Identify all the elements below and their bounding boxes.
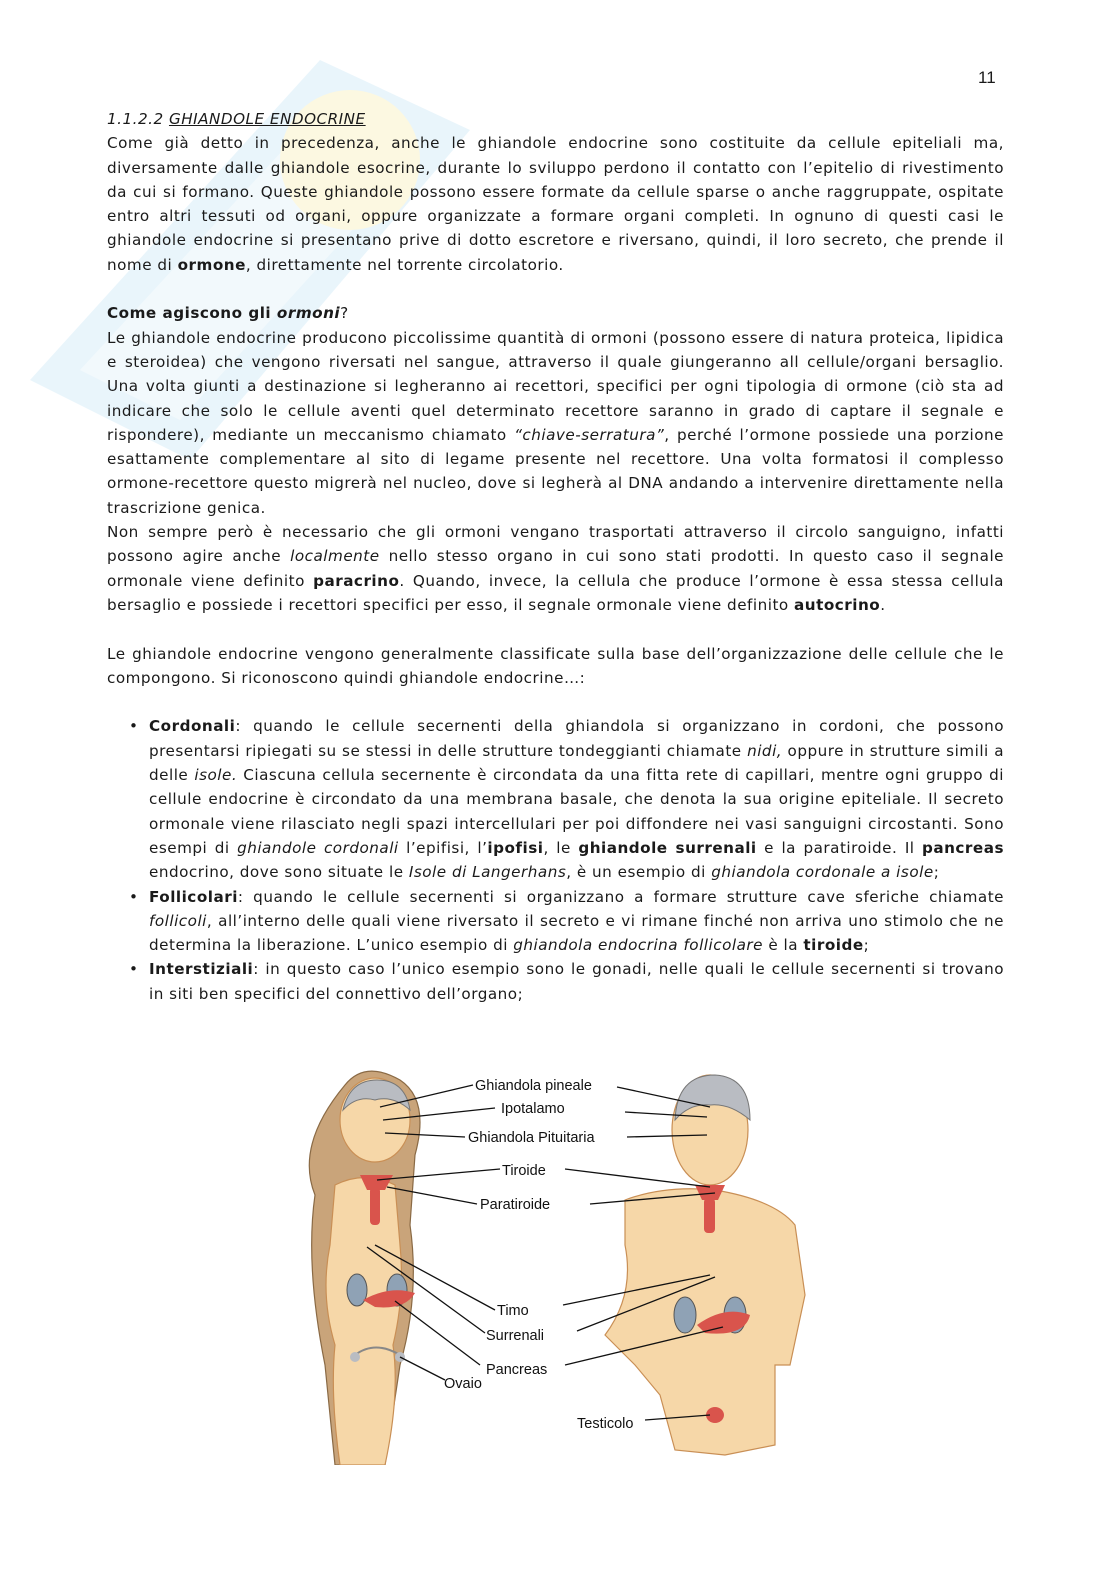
female-figure xyxy=(309,1071,420,1465)
document-body xyxy=(107,107,1004,1006)
section-heading xyxy=(107,107,1004,131)
term-ormone: ormone xyxy=(177,255,246,274)
list-item-cordonali: • Cordonali: quando le cellule secernenti della ghiandola si organizzano in cordoni, che possono presentarsi ripiegati su se stessi in delle strutture tondeggianti chiamate nidi, oppure in strutture simili a delle isole. Ciascuna cellula secernente è circondata da una fitta rete di capillari, mentre ogni gruppo di cellule endocrine è circondato da una membrana basale, che denota la sua origine epiteliale. Il secreto ormonale viene rilasciato negli spazi intercellulari per poi diffondere nei vasi sanguigni circostanti. Sono esempi di ghiandole cordonali l’epifisi, l’ipofisi, le ghiandole surrenali e la paratiroide. Il pancreas endocrino, dove sono situate le Isole di Langerhans, è un esempio di ghiandola cordonale a isole; xyxy=(149,714,1004,884)
mechanism-paragraph: Le ghiandole endocrine producono piccolissime quantità di ormoni (possono essere di natura proteica, lipidica e steroidea) che vengono riversati nel sangue, attraverso il quale giungeranno all cellule/organi bersaglio. Una volta giunti a destinazione si legheranno ai recettori, specifici per ogni tipologia di ormone (ciò sta ad indicare che solo le cellule aventi quel determinato recettore saranno in grado di captare il segnale e rispondere), mediante un meccanismo chiamato “chiave-serratura”, perché l’ormone possiede una porzione esattamente complementare al sito di legame presente nel recettore. Una volta formatosi il complesso ormone-recettore questo migrerà nel nucleo, dove si legherà al DNA andando a intervenire direttamente nella trascrizione genica. xyxy=(107,328,1005,517)
question-heading: Come agiscono gli ormoni? xyxy=(107,304,349,323)
label-testicolo: Testicolo xyxy=(577,1416,634,1432)
section-title: GHIANDOLE ENDOCRINE xyxy=(168,110,366,128)
intro-paragraph: Come già detto in precedenza, anche le ghiandole endocrine sono costituite da cellule epiteliali ma, diversamente dalle ghiandole esocrine, durante lo sviluppo perdono il contatto con l’epitelio di rivestimento da cui si formano. Queste ghiandole possono essere formate da cellule sparse o anche raggruppate, ospitate entro altri tessuti od organi, oppure organizzate a formare organi completi. In ognuno di questi casi le ghiandole endocrine si presentano prive di dotto escretore e riversano, quindi, il loro secreto, che prende il nome di ormone, direttamente nel torrente circolatorio. xyxy=(107,134,1004,274)
list-item-follicolari: • Follicolari: quando le cellule secernenti si organizzano a formare strutture cave sferiche chiamate follicoli, all’interno delle quali viene riversato il secreto e vi rimane finché non arriva uno stimolo che ne determina la liberazione. L’unico esempio di ghiandola endocrina follicolare è la tiroide; xyxy=(149,885,1004,958)
page-number: 11 xyxy=(978,68,996,87)
local-action-paragraph: Non sempre però è necessario che gli ormoni vengano trasportati attraverso il circolo sanguigno, infatti possono agire anche localmente nello stesso organo in cui sono stati prodotti. In questo caso il segnale ormonale viene definito paracrino. Quando, invece, la cellula che produce l’ormone è essa stessa cellula bersaglio e possiede i recettori specifici per esso, il segnale ormonale viene definito autocrino. xyxy=(107,523,1005,614)
label-ghiandola-pineale: Ghiandola pineale xyxy=(475,1078,592,1094)
gland-types-list xyxy=(107,714,1004,1006)
label-surrenali: Surrenali xyxy=(486,1328,545,1344)
label-ipotalamo: Ipotalamo xyxy=(501,1101,565,1117)
label-timo: Timo xyxy=(497,1303,529,1319)
section-number: 1.1.2.2 xyxy=(107,110,164,128)
label-paratiroide: Paratiroide xyxy=(480,1197,551,1213)
label-ghiandola-pituitaria: Ghiandola Pituitaria xyxy=(468,1130,595,1146)
label-tiroide: Tiroide xyxy=(502,1163,546,1179)
male-figure xyxy=(605,1075,805,1455)
list-item-interstiziali: • Interstiziali: in questo caso l’unico esempio sono le gonadi, nelle quali le cellule secernenti si trovano in siti ben specifici del connettivo dell’organo; xyxy=(149,957,1004,1006)
endocrine-system-figure xyxy=(305,1065,825,1465)
label-ovaio: Ovaio xyxy=(444,1376,482,1392)
classification-paragraph: Le ghiandole endocrine vengono generalmente classificate sulla base dell’organizzazione delle cellule che le compongono. Si riconoscono quindi ghiandole endocrine…: xyxy=(107,644,1004,687)
label-pancreas: Pancreas xyxy=(486,1362,548,1378)
